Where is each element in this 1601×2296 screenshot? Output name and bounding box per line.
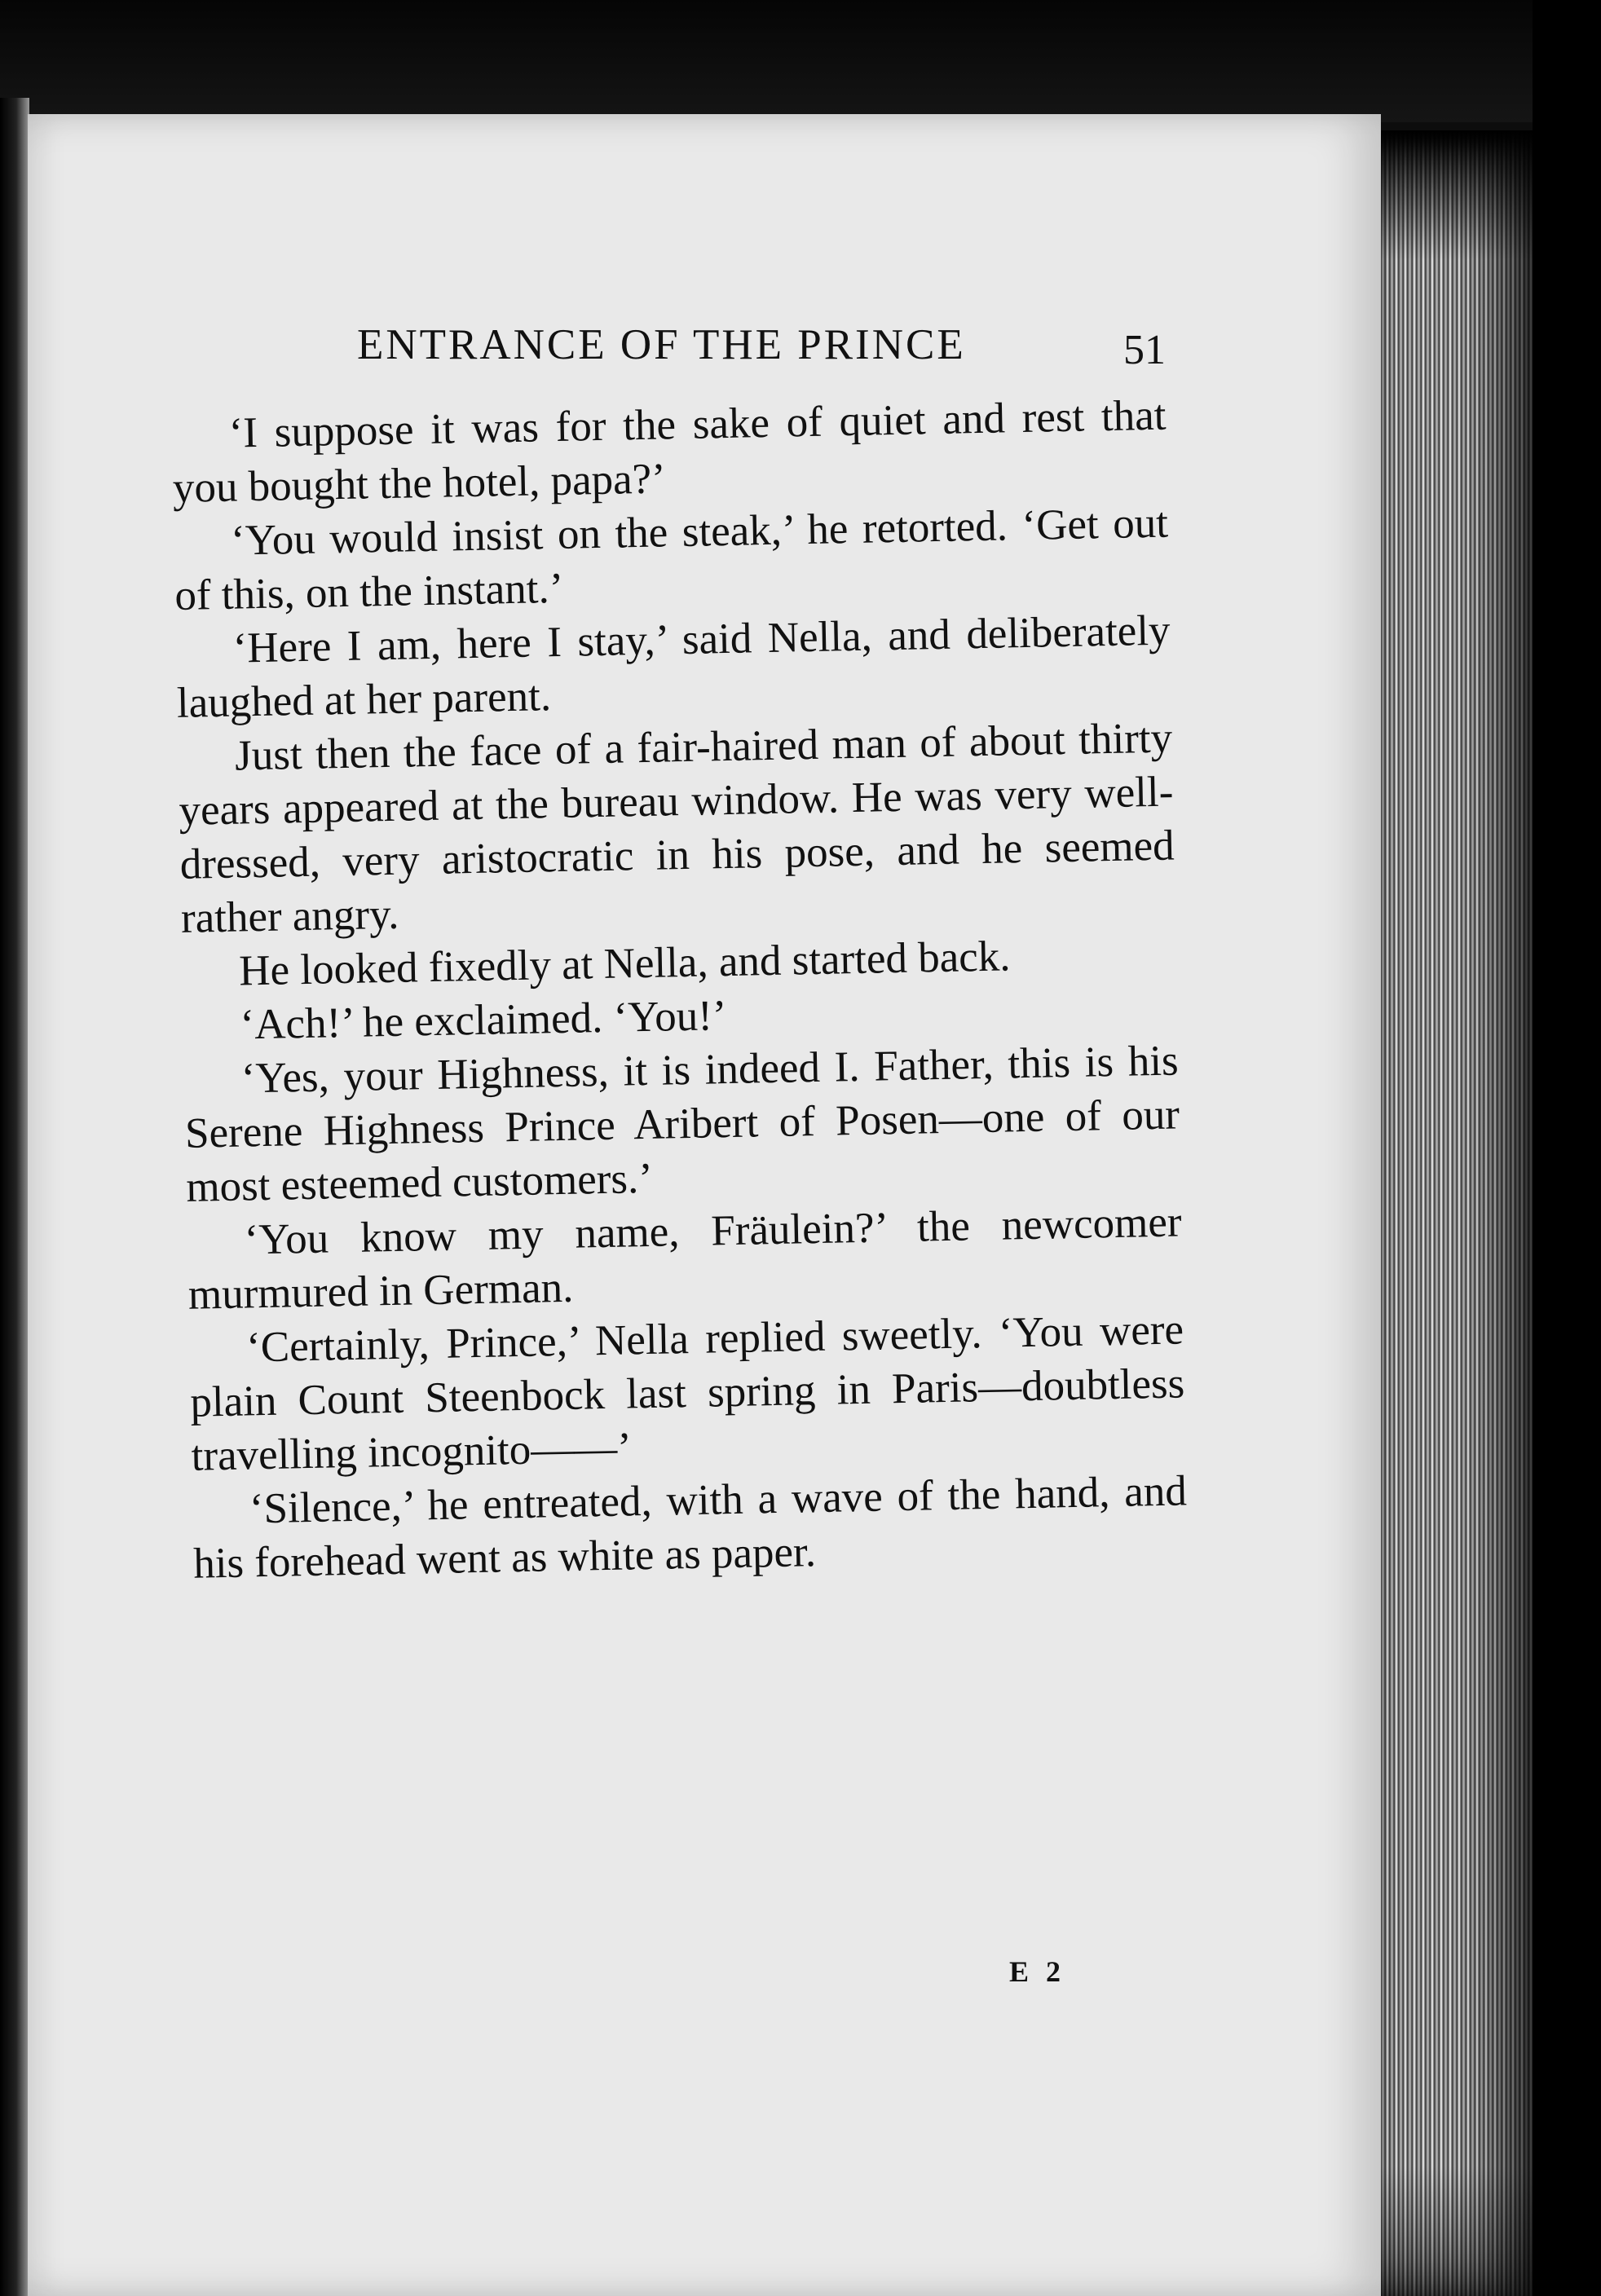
paragraph: He looked fixedly at Nella, and started back.	[238, 932, 1011, 995]
paragraph: ‘Ach!’ he exclaimed. ‘You!’	[240, 992, 728, 1049]
scanner-background	[0, 0, 1601, 122]
scanner-edge	[1533, 0, 1601, 2296]
paragraph: ‘Certainly, Prince,’ Nella replied sweetly. ‘You were plain Count Steenbock last spring in Paris—doubtless travelling incognito——’	[189, 1306, 1185, 1480]
paragraph: Just then the face of a fair-haired man of about thirty years appeared at the bureau window. He was very well-dressed, very aristocratic in his pose, and he seemed rather angry.	[178, 714, 1175, 942]
paragraph: ‘Silence,’ he entreated, with a wave of the hand, and his forehead went as white as paper.	[192, 1467, 1188, 1588]
paragraph: ‘I suppose it was for the sake of quiet and rest that you bought the hotel, papa?’	[172, 391, 1167, 512]
paragraph: ‘Here I am, here I stay,’ said Nella, and deliberately laughed at her parent.	[176, 606, 1171, 727]
paragraph: ‘You would insist on the steak,’ he retorted. ‘Get out of this, on the instant.’	[174, 499, 1169, 619]
page-number: 51	[1123, 327, 1166, 373]
book-spine	[0, 98, 29, 2296]
paragraph: ‘Yes, your Highness, it is indeed I. Father, this is his Serene Highness Prince Aribert of Posen—one of our most esteemed customers.’	[184, 1037, 1180, 1211]
body-text	[171, 389, 1189, 1591]
signature-mark: E 2	[1009, 1955, 1066, 1988]
paragraph: ‘You know my name, Fräulein?’ the newcomer murmured in German.	[187, 1198, 1182, 1319]
running-title: ENTRANCE OF THE PRINCE	[357, 321, 966, 368]
page-edges	[1378, 130, 1533, 2296]
